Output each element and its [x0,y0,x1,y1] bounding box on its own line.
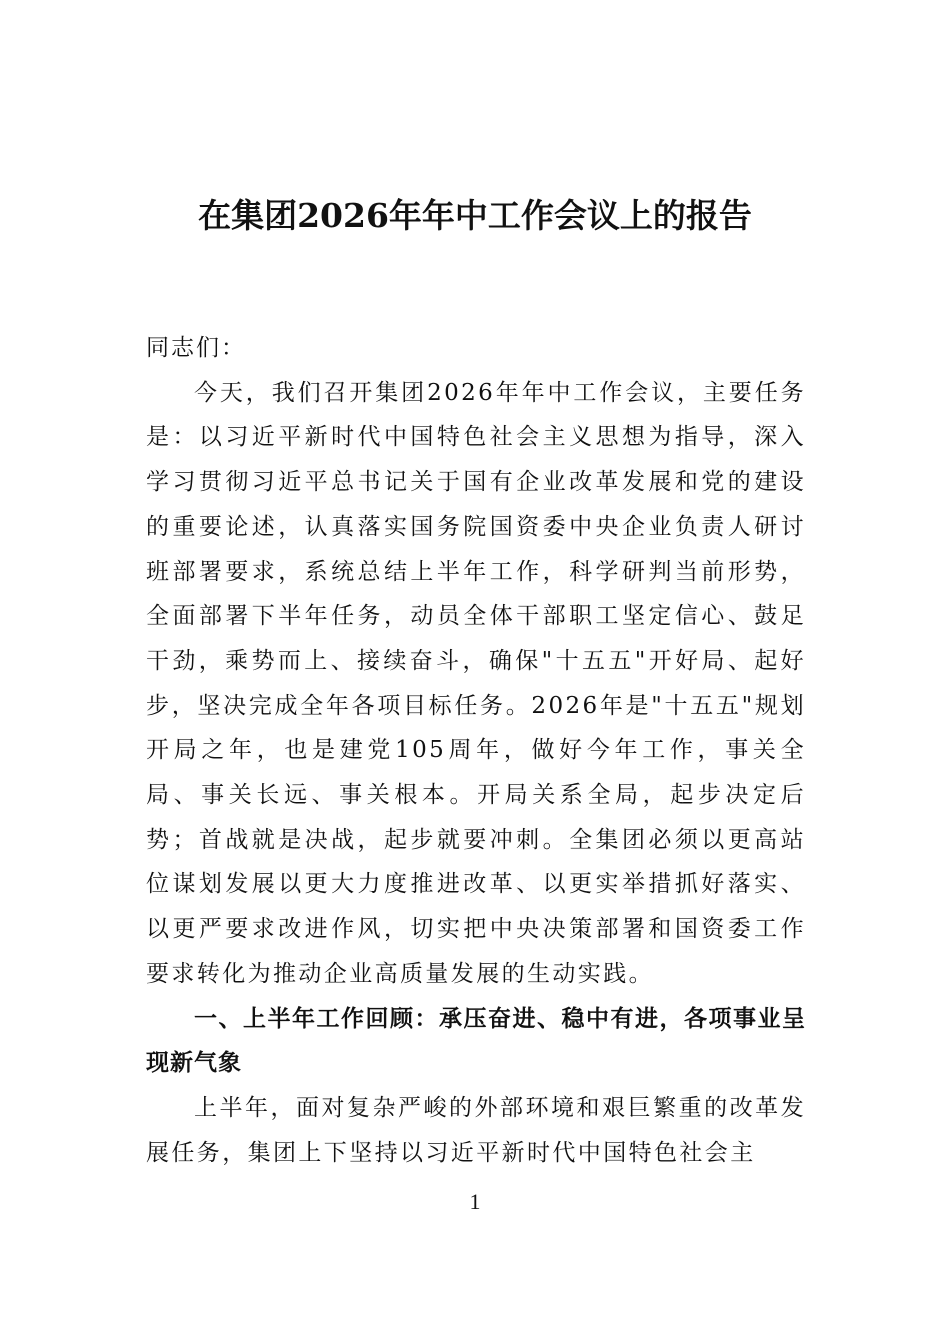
section-paragraph: 上半年，面对复杂严峻的外部环境和艰巨繁重的改革发展任务，集团上下坚持以习近平新时代中国特色社会主 [146,1094,806,1166]
document-title: 在集团2026年年中工作会议上的报告 [198,196,752,235]
document-body [146,326,806,1175]
page-number: 1 [469,1189,481,1214]
salutation: 同志们： [146,335,246,361]
section-heading: 一、上半年工作回顾：承压奋进、稳中有进，各项事业呈现新气象 [146,1005,806,1077]
intro-paragraph: 今天，我们召开集团2026年年中工作会议，主要任务是：以习近平新时代中国特色社会主义思想为指导，深入学习贯彻习近平总书记关于国有企业改革发展和党的建设的重要论述，认真落实国务院国资委中央企业负责人研讨班部署要求，系统总结上半年工作，科学研判当前形势，全面部署下半年任务，动员全体干部职工坚定信心、鼓足干劲，乘势而上、接续奋斗，确保"十五五"开好局、起好步，坚决完成全年各项目标任务。2026年是"十五五"规划开局之年，也是建党105周年，做好今年工作，事关全局、事关长远、事关根本。开局关系全局，起步决定后势；首战就是决战，起步就要冲刺。全集团必须以更高站位谋划发展以更大力度推进改革、以更实举措抓好落实、以更严要求改进作风，切实把中央决策部署和国资委工作要求转化为推动企业高质量发展的生动实践。 [146,379,806,987]
